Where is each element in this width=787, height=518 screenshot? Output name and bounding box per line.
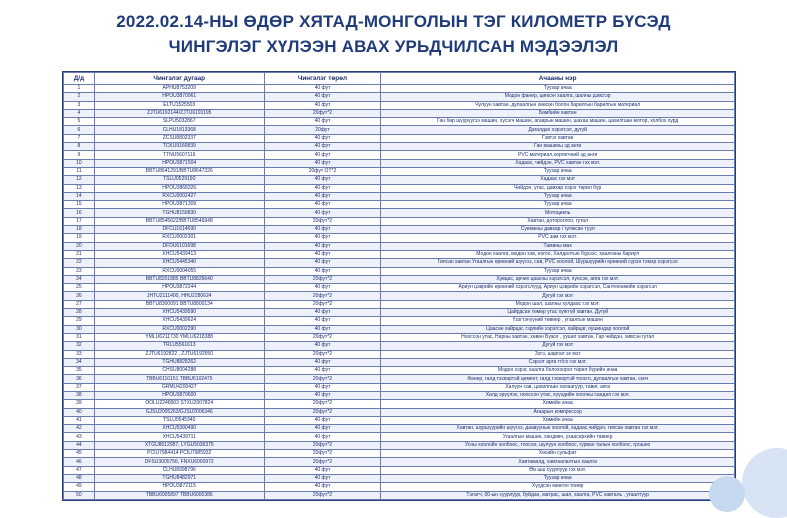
table-row [64, 217, 735, 225]
cell-container-number: XHCU5439413 [94, 250, 264, 258]
cell-container-type: 40 фут [264, 93, 381, 101]
cell-number: 14 [64, 192, 95, 200]
cell-number: 5 [64, 118, 95, 126]
cell-container-number: GJSU2005263/GJSU2006346 [94, 408, 264, 416]
table-row [64, 159, 735, 167]
cell-container-number: HPOU3868326 [94, 184, 264, 192]
cell-number: 31 [64, 333, 95, 341]
cell-number: 29 [64, 317, 95, 325]
cell-cargo-name: Хадаас, чийдэн, PVC хавтан гэх мэт. [381, 159, 735, 167]
cell-cargo-name: Үзэгтэнүүний төвөөр , угаалгын машин [381, 317, 735, 325]
cell-container-type: 20фут*2 [264, 491, 381, 499]
cell-container-type: 20фут*2 [264, 333, 381, 341]
table-row [64, 416, 735, 424]
cell-container-number: ZJTU6192144/ZJTU6191195 [94, 109, 264, 117]
cell-container-type: 40 фут [264, 143, 381, 151]
cell-cargo-name: Модон хэрэг, хаалга болохоорог төрөл бүрийн ачаа [381, 367, 735, 375]
table-row [64, 408, 735, 416]
cell-container-number: HPOU3871504 [94, 159, 264, 167]
cell-number: 35 [64, 367, 95, 375]
cell-container-number: CLHU1813368 [94, 126, 264, 134]
cell-container-type: 40 фут [264, 474, 381, 482]
cell-container-type: 40 фут [264, 325, 381, 333]
cell-cargo-name: Гэвтэг хавтан [381, 134, 735, 142]
table-row [64, 375, 735, 383]
cell-number: 41 [64, 416, 95, 424]
cell-number: 42 [64, 425, 95, 433]
table-row [64, 151, 735, 159]
cell-container-type: 20фут*2 [264, 300, 381, 308]
cell-cargo-name: Туузар ачаа [381, 267, 735, 275]
cell-container-number: CLHU8998796 [94, 466, 264, 474]
cell-container-number: OOLU2248903 STXU2007824 [94, 400, 264, 408]
cell-container-type: 20фут*2 [264, 275, 381, 283]
header-title-line1: 2022.02.14-НЫ ӨДӨР ХЯТАД-МОНГОЛЫН ТЭГ КИЛОМЕТР БҮСЭД [116, 12, 671, 31]
table-row [64, 491, 735, 499]
cell-cargo-name: Хавтамалд, хамгаалалтын хаалга [381, 458, 735, 466]
cell-container-type: 40 фут [264, 134, 381, 142]
cell-container-type: 40 фут [264, 342, 381, 350]
cell-container-number: TGHU8828262 [94, 358, 264, 366]
cell-number: 45 [64, 450, 95, 458]
table-row [64, 450, 735, 458]
cell-number: 40 [64, 408, 95, 416]
table-row [64, 134, 735, 142]
cell-container-number: BBTU8201885 BBTU8826640 [94, 275, 264, 283]
cell-cargo-name: Хавтан, дотороглоо, гутал [381, 217, 735, 225]
col-header-cargo-name: Ачааны нэр [381, 73, 735, 85]
cell-container-number: XHCU5439624 [94, 317, 264, 325]
cell-cargo-name: Мотоцикль [381, 209, 735, 217]
cell-number: 30 [64, 325, 95, 333]
cell-container-number: JHTU2111400, HHU2280624 [94, 292, 264, 300]
cell-container-number: HPOU3871309 [94, 201, 264, 209]
table-row [64, 425, 735, 433]
cell-number: 49 [64, 483, 95, 491]
cell-container-type: 40 фут [264, 425, 381, 433]
cell-cargo-name: Угаалгын машин, хөндөвч, ухаасерхийн тавиер [381, 433, 735, 441]
cell-cargo-name: Бөмбийн хавтан [381, 109, 735, 117]
cell-container-number: PCIU7984414 PCIU7985932 [94, 450, 264, 458]
cell-number: 39 [64, 400, 95, 408]
cell-container-type: 40 фут [264, 242, 381, 250]
cell-cargo-name: Хавтан, шүршүүрийн шүүгээ, даавуунын хоолой, хадаас,чийдэн, гипсан хавтан гэх мэт. [381, 425, 735, 433]
cell-number: 21 [64, 250, 95, 258]
decorative-circle-small [709, 476, 745, 512]
cell-container-number: YMLU6211730 YMLU6218388 [94, 333, 264, 341]
table-row [64, 192, 735, 200]
cell-container-number: RXCU0002301 [94, 234, 264, 242]
cell-container-type: 20фут*2 [264, 217, 381, 225]
cell-container-number: CHSU8004288 [94, 367, 264, 375]
table-row [64, 433, 735, 441]
cell-cargo-name: Дугуй гэх мэт [381, 342, 735, 350]
cell-container-type: 40 фут [264, 367, 381, 375]
cell-container-type: 40 фут [264, 416, 381, 424]
table-row [64, 350, 735, 358]
table-row [64, 400, 735, 408]
table-row [64, 367, 735, 375]
cell-container-number: HPOU3872115 [94, 483, 264, 491]
cell-container-number: TGHU8159830 [94, 209, 264, 217]
cell-container-number: BBTU8641291/BBTU8647326 [94, 167, 264, 175]
cell-container-type: 40 фут [264, 226, 381, 234]
cell-container-number: XHCU5390490 [94, 425, 264, 433]
cell-container-type: 40 фут [264, 209, 381, 217]
cell-container-number: XHCU5445340 [94, 259, 264, 267]
cell-container-number: HPOU3872244 [94, 284, 264, 292]
table-row [64, 242, 735, 250]
cell-container-number: ELTU1525503 [94, 101, 264, 109]
table-row [64, 309, 735, 317]
cell-container-number: HPOU3870600 [94, 391, 264, 399]
cell-container-number: RXCU0002427 [94, 192, 264, 200]
cell-container-type: 40 фут [264, 358, 381, 366]
table-row [64, 342, 735, 350]
cell-container-type: 40 фут [264, 85, 381, 93]
cell-number: 9 [64, 151, 95, 159]
cell-cargo-name: Ган машины эд анги [381, 143, 735, 151]
cell-cargo-name: Химийн ачаа [381, 400, 735, 408]
cell-cargo-name: Чийдэн, утас, давхар хэрэг төрөл бүр [381, 184, 735, 192]
cell-cargo-name: Туузар ачаа [381, 474, 735, 482]
cell-container-number: TSLU0529190 [94, 176, 264, 184]
cell-cargo-name: Хадаас гэх мэт [381, 176, 735, 184]
table-row [64, 474, 735, 482]
cell-number: 11 [64, 167, 95, 175]
cell-container-type: 20фут*2 [264, 400, 381, 408]
cell-container-number: ZJTU6192822 , ZJTU6192550 [94, 350, 264, 358]
cell-container-type: 40 фут [264, 192, 381, 200]
cell-container-type: 20фут*2 [264, 350, 381, 358]
cell-number: 47 [64, 466, 95, 474]
cell-number: 16 [64, 209, 95, 217]
cell-container-type: 40 фут [264, 433, 381, 441]
table-row [64, 267, 735, 275]
cell-cargo-name: Ган бөр шүүрүүгээ машин, хусэгч машин, агаарын машин, шахаа машин, цахилгаан мотор, холбох хурд [381, 118, 735, 126]
cell-number: 32 [64, 342, 95, 350]
cell-number: 38 [64, 391, 95, 399]
table-row [64, 358, 735, 366]
cell-container-number: GRMU4200427 [94, 383, 264, 391]
cell-container-number: TCKU9160839 [94, 143, 264, 151]
table-row [64, 259, 735, 267]
cell-container-number: TBBU6110151 TBBU6102475 [94, 375, 264, 383]
cell-container-type: 40 фут [264, 201, 381, 209]
table-row [64, 441, 735, 449]
cell-cargo-name: Хөлд эрүүлэх, нооссон утас, хүүхдийн хоолны сандал гэх мэт. [381, 391, 735, 399]
cell-cargo-name: Сэрээт арга тг/сх гэх мэт. [381, 358, 735, 366]
cell-container-number: XHCU5439590 [94, 309, 264, 317]
container-list-table [63, 72, 735, 500]
cell-cargo-name: Модон фанер, цинхэн хаалга, шалны дэвсгэр [381, 93, 735, 101]
cell-cargo-name: Дугуй гэх мэт [381, 292, 735, 300]
cell-cargo-name: Модон хаалга, модон хэв, ногоо, Хөлдөлтын бүрээс, хаалганы бариул [381, 250, 735, 258]
cell-container-type: 40 фут [264, 250, 381, 258]
header-title-line2: ЧИНГЭЛЭГ ХҮЛЭЭН АВАХ УРЬДЧИЛСАН МЭДЭЭЛЭЛ [168, 37, 619, 56]
cell-container-type: 20фут*2 [264, 458, 381, 466]
table-row [64, 167, 735, 175]
cell-container-number: TRLU5561613 [94, 342, 264, 350]
table-row [64, 118, 735, 126]
container-table [62, 71, 736, 501]
table-header-row [64, 73, 735, 85]
cell-cargo-name: Өө шш суурлуур гэх мэт. [381, 466, 735, 474]
cell-container-type: 40 фут [264, 176, 381, 184]
cell-container-number: DFDU6101698 [94, 242, 264, 250]
cell-container-type: 20фут ОТ*2 [264, 167, 381, 175]
cell-number: 6 [64, 126, 95, 134]
cell-container-type: 20фут*2 [264, 450, 381, 458]
cell-container-number: TGHU8482971 [94, 474, 264, 482]
cell-container-number: HPOU3870961 [94, 93, 264, 101]
table-row [64, 284, 735, 292]
cell-cargo-name: Халуун сав, цахилгаан халаагуур, тавиг, аяга [381, 383, 735, 391]
cell-cargo-name: Усны хоолойн холбоос, тоосоо, шулуун холбоос, гурван талын холбоос, грошно [381, 441, 735, 449]
cell-number: 43 [64, 433, 95, 441]
cell-number: 37 [64, 383, 95, 391]
table-row [64, 101, 735, 109]
table-row [64, 143, 735, 151]
cell-number: 25 [64, 284, 95, 292]
cell-number: 15 [64, 201, 95, 209]
cell-number: 34 [64, 358, 95, 366]
table-row [64, 234, 735, 242]
cell-number: 3 [64, 101, 95, 109]
table-row [64, 317, 735, 325]
cell-cargo-name: Туузар ачаа [381, 85, 735, 93]
cell-cargo-name: Хөсийн сульфат [381, 450, 735, 458]
cell-number: 48 [64, 474, 95, 482]
cell-cargo-name: Тамины мах [381, 242, 735, 250]
cell-container-number: DFSU3005756, FNXU6000972 [94, 458, 264, 466]
table-row [64, 466, 735, 474]
table-row [64, 93, 735, 101]
table-row [64, 292, 735, 300]
table-row [64, 126, 735, 134]
cell-cargo-name: Модон шал, шалны хулдаас гэх мэт. [381, 300, 735, 308]
cell-cargo-name: Туузар ачаа [381, 167, 735, 175]
table-row [64, 201, 735, 209]
cell-number: 33 [64, 350, 95, 358]
cell-number: 46 [64, 458, 95, 466]
cell-cargo-name: PVC материал,хөргөгчний эд анги [381, 151, 735, 159]
cell-number: 19 [64, 234, 95, 242]
cell-container-type: 40 фут [264, 159, 381, 167]
cell-number: 12 [64, 176, 95, 184]
table-body [64, 85, 735, 500]
cell-number: 36 [64, 375, 95, 383]
cell-number: 1 [64, 85, 95, 93]
cell-number: 10 [64, 159, 95, 167]
cell-container-type: 40 фут [264, 234, 381, 242]
table-row [64, 325, 735, 333]
table-row [64, 250, 735, 258]
cell-container-number: XTGU8012957, LYGU5036375 [94, 441, 264, 449]
cell-container-type: 40 фут [264, 284, 381, 292]
cell-number: 17 [64, 217, 95, 225]
cell-cargo-name: Химийн ачаа [381, 416, 735, 424]
table-row [64, 226, 735, 234]
cell-container-type: 40 фут [264, 118, 381, 126]
cell-container-type: 40 фут [264, 267, 381, 275]
cell-cargo-name: Дагалдах хэрэгсэл, дугуй [381, 126, 735, 134]
decorative-circle [742, 448, 787, 518]
table-row [64, 184, 735, 192]
cell-container-number: RXCU0002290 [94, 325, 264, 333]
cell-number: 26 [64, 292, 95, 300]
cell-number: 18 [64, 226, 95, 234]
table-row [64, 275, 735, 283]
cell-cargo-name: Агаарын компрессор [381, 408, 735, 416]
col-header-container-number: Чингэлэг дугаар [94, 73, 264, 85]
cell-cargo-name: PVC зам гэх мэт. [381, 234, 735, 242]
cell-container-type: 40 фут [264, 309, 381, 317]
cell-number: 8 [64, 143, 95, 151]
cell-container-type: 40 фут [264, 483, 381, 491]
cell-container-type: 20фут*2 [264, 408, 381, 416]
cell-cargo-name: Цаасан хайрцаг, гэрлийн хэрэгсэл, хайрцаг, оушиндар хоолой [381, 325, 735, 333]
cell-number: 24 [64, 275, 95, 283]
cell-container-type: 20фут [264, 126, 381, 134]
cell-container-type: 40 фут [264, 101, 381, 109]
cell-cargo-name: Зэгэ, шаргал эх мэт [381, 350, 735, 358]
cell-container-number: TBBU6005897 TBBU6000386 [94, 491, 264, 499]
cell-container-type: 40 фут [264, 466, 381, 474]
cell-number: 22 [64, 259, 95, 267]
cell-container-type: 40 фут [264, 383, 381, 391]
cell-container-number: BBTU8300091 BBTU8800134 [94, 300, 264, 308]
cell-container-number: BBTU8545622/BBTU8546948 [94, 217, 264, 225]
cell-container-type: 40 фут [264, 317, 381, 325]
cell-number: 23 [64, 267, 95, 275]
cell-container-type: 40 фут [264, 259, 381, 267]
col-header-number: Д/д [64, 73, 95, 85]
cell-cargo-name: Хүүдсэн мингон тоиөр [381, 483, 735, 491]
cell-container-type: 40 фут [264, 184, 381, 192]
cell-container-number: SLPU5032867 [94, 118, 264, 126]
table-row [64, 333, 735, 341]
cell-number: 27 [64, 300, 95, 308]
cell-number: 20 [64, 242, 95, 250]
table-row [64, 391, 735, 399]
cell-cargo-name: Нооссон утас, Нарны хавтан, хөвөн Бүжэг , уушиг хавтан, Гар чийдэн, хивсэн гутал [381, 333, 735, 341]
cell-container-type: 20фут*2 [264, 292, 381, 300]
col-header-container-type: Чингэлэг төрөл [264, 73, 381, 85]
table-row [64, 209, 735, 217]
cell-cargo-name: Гипсан хавтан Угаалгын өрөөний шүүгээ, сав, PVC хоолой, Шүршүүрийн өрөөний сүрэн тэмэр хэрэгсэл [381, 259, 735, 267]
cell-number: 44 [64, 441, 95, 449]
cell-cargo-name: Ариун цэврийн өрөөний хэрэгслүүд, Ариун цэврийн хэрэгсэл, Сантехникийн хэрэгсэл [381, 284, 735, 292]
table-row [64, 109, 735, 117]
cell-number: 28 [64, 309, 95, 317]
cell-container-type: 20фут*2 [264, 109, 381, 117]
cell-container-number: ZCSU8802337 [94, 134, 264, 142]
cell-container-number: TTNU5607119 [94, 151, 264, 159]
cell-cargo-name: Цайрдсан төмөр утас хуяггүй хавтан, Дугуй [381, 309, 735, 317]
cell-container-number: XHCU5439711 [94, 433, 264, 441]
cell-number: 50 [64, 491, 95, 499]
cell-container-type: 20фут*2 [264, 375, 381, 383]
table-row [64, 458, 735, 466]
cell-container-number: APHU8753209 [94, 85, 264, 93]
cell-cargo-name: Туузар ачаа [381, 201, 735, 209]
cell-cargo-name: Туузар ачаа [381, 192, 735, 200]
table-row [64, 85, 735, 93]
cell-cargo-name: Хувцас, арчих цаасны хэрэгсэл, хүнсэн, аяга гэх мэт. [381, 275, 735, 283]
cell-cargo-name: Фанер, галд тэсвэртэй цемент, галд тэсвэртэй тоосго, дулаалгын хавтан, скоч [381, 375, 735, 383]
cell-cargo-name: Суемжны давхар / гулжсан туул [381, 226, 735, 234]
cell-container-number: DFCU1614690 [94, 226, 264, 234]
cell-cargo-name: Тэлэгч, 00-ын суурлуур, буйдан, матрас, шал, хаалга, PVC хавталь , угаалтуур [381, 491, 735, 499]
cell-number: 2 [64, 93, 95, 101]
table-row [64, 383, 735, 391]
cell-container-type: 40 фут [264, 391, 381, 399]
table-row [64, 176, 735, 184]
cell-container-type: 20фут*2 [264, 441, 381, 449]
table-row [64, 300, 735, 308]
cell-container-number: RXCU0004055 [94, 267, 264, 275]
cell-cargo-name: Чулуун хавтан, дулаалгын хөөсөн болон барилгын барилгын материал [381, 101, 735, 109]
cell-container-type: 40 фут [264, 151, 381, 159]
cell-number: 7 [64, 134, 95, 142]
cell-container-number: TSLU0545340 [94, 416, 264, 424]
cell-number: 13 [64, 184, 95, 192]
cell-number: 4 [64, 109, 95, 117]
